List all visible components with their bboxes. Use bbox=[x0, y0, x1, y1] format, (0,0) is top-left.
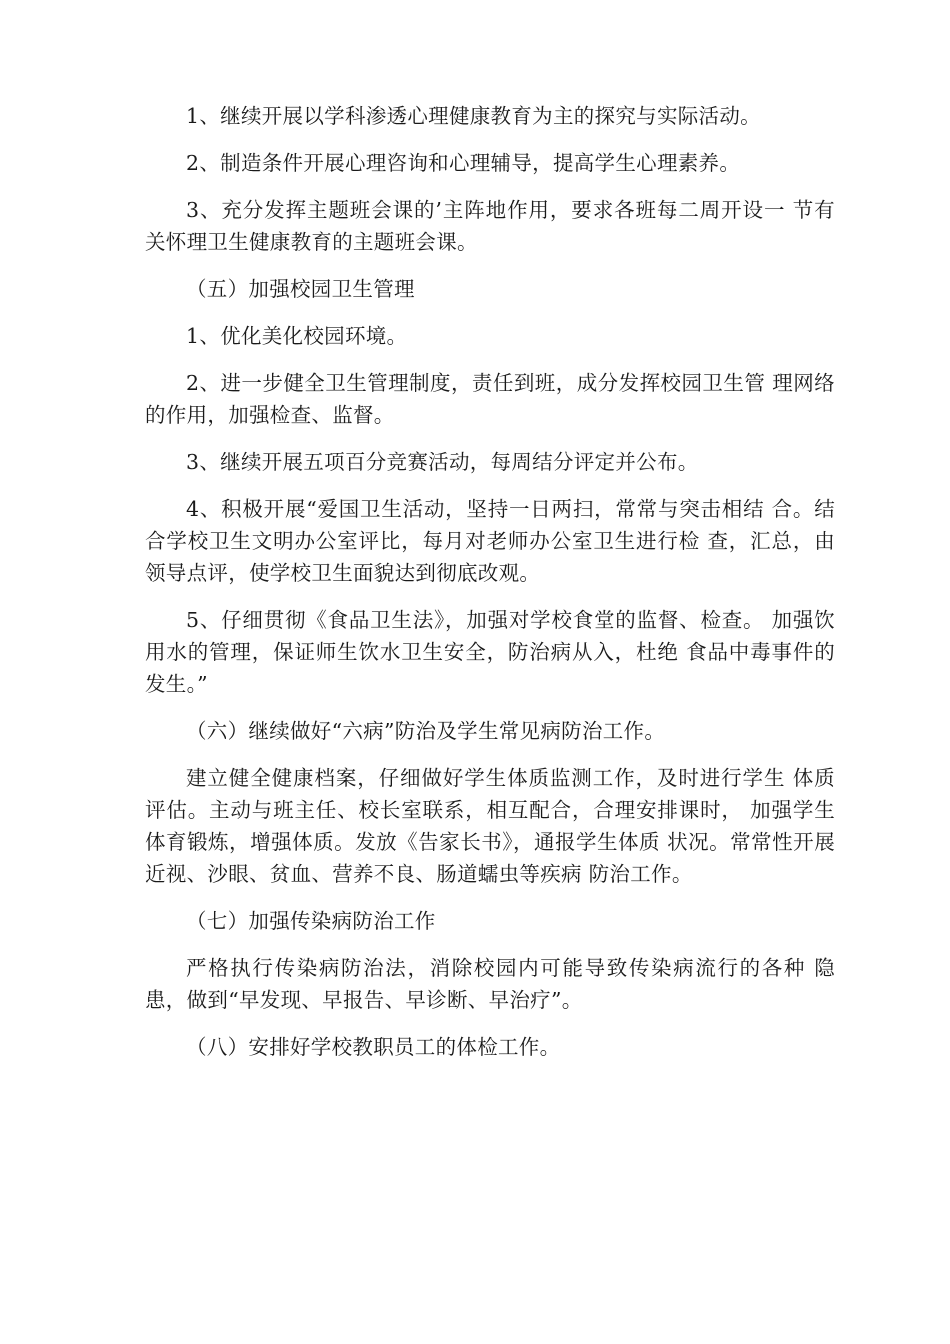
list-item: 1、继续开展以学科渗透心理健康教育为主的探究与实际活动。 bbox=[186, 104, 761, 128]
body-paragraph: 建立健全健康档案，仔细做好学生体质监测工作，及时进行学生 体质评估。主动与班主任、校长室联系，相互配合，合理安排课时， 加强学生体育锻炼，增强体质。发放《告家长书》，通报学生体质 状况。常常性开展近视、沙眼、贫血、营养不良、肠道蠕虫等疾病 防治工作。 bbox=[145, 766, 835, 886]
list-item: 2、进一步健全卫生管理制度，责任到班，成分发挥校园卫生管 理网络的作用，加强检查、监督。 bbox=[145, 371, 835, 427]
list-item: 2、制造条件开展心理咨询和心理辅导，提高学生心理素养。 bbox=[186, 151, 741, 175]
list-item: 3、继续开展五项百分竞赛活动，每周结分评定并公布。 bbox=[186, 450, 699, 474]
list-item: 1、优化美化校园环境。 bbox=[186, 324, 408, 348]
list-item: 3、充分发挥主题班会课的’主阵地作用，要求各班每二周开设一 节有关怀理卫生健康教育的主题班会课。 bbox=[145, 198, 835, 254]
body-paragraph: 严格执行传染病防治法，消除校园内可能导致传染病流行的各种 隐患，做到“早发现、早报告、早诊断、早治疗”。 bbox=[145, 956, 835, 1012]
document-page bbox=[145, 100, 835, 1078]
section-heading: （六）继续做好“六病”防治及学生常见病防治工作。 bbox=[186, 719, 666, 743]
section-heading: （八）安排好学校教职员工的体检工作。 bbox=[186, 1035, 561, 1059]
section-heading: （七）加强传染病防治工作 bbox=[186, 909, 436, 933]
list-item: 4、积极开展“爱国卫生活动，坚持一日两扫，常常与突击相结 合。结合学校卫生文明办公室评比，每月对老师办公室卫生进行检 查，汇总，由领导点评，使学校卫生面貌达到彻底改观。 bbox=[145, 497, 835, 585]
section-heading: （五）加强校园卫生管理 bbox=[186, 277, 415, 301]
list-item: 5、仔细贯彻《食品卫生法》，加强对学校食堂的监督、检查。 加强饮用水的管理，保证师生饮水卫生安全，防治病从入，杜绝 食品中毒事件的发生。” bbox=[145, 608, 835, 696]
